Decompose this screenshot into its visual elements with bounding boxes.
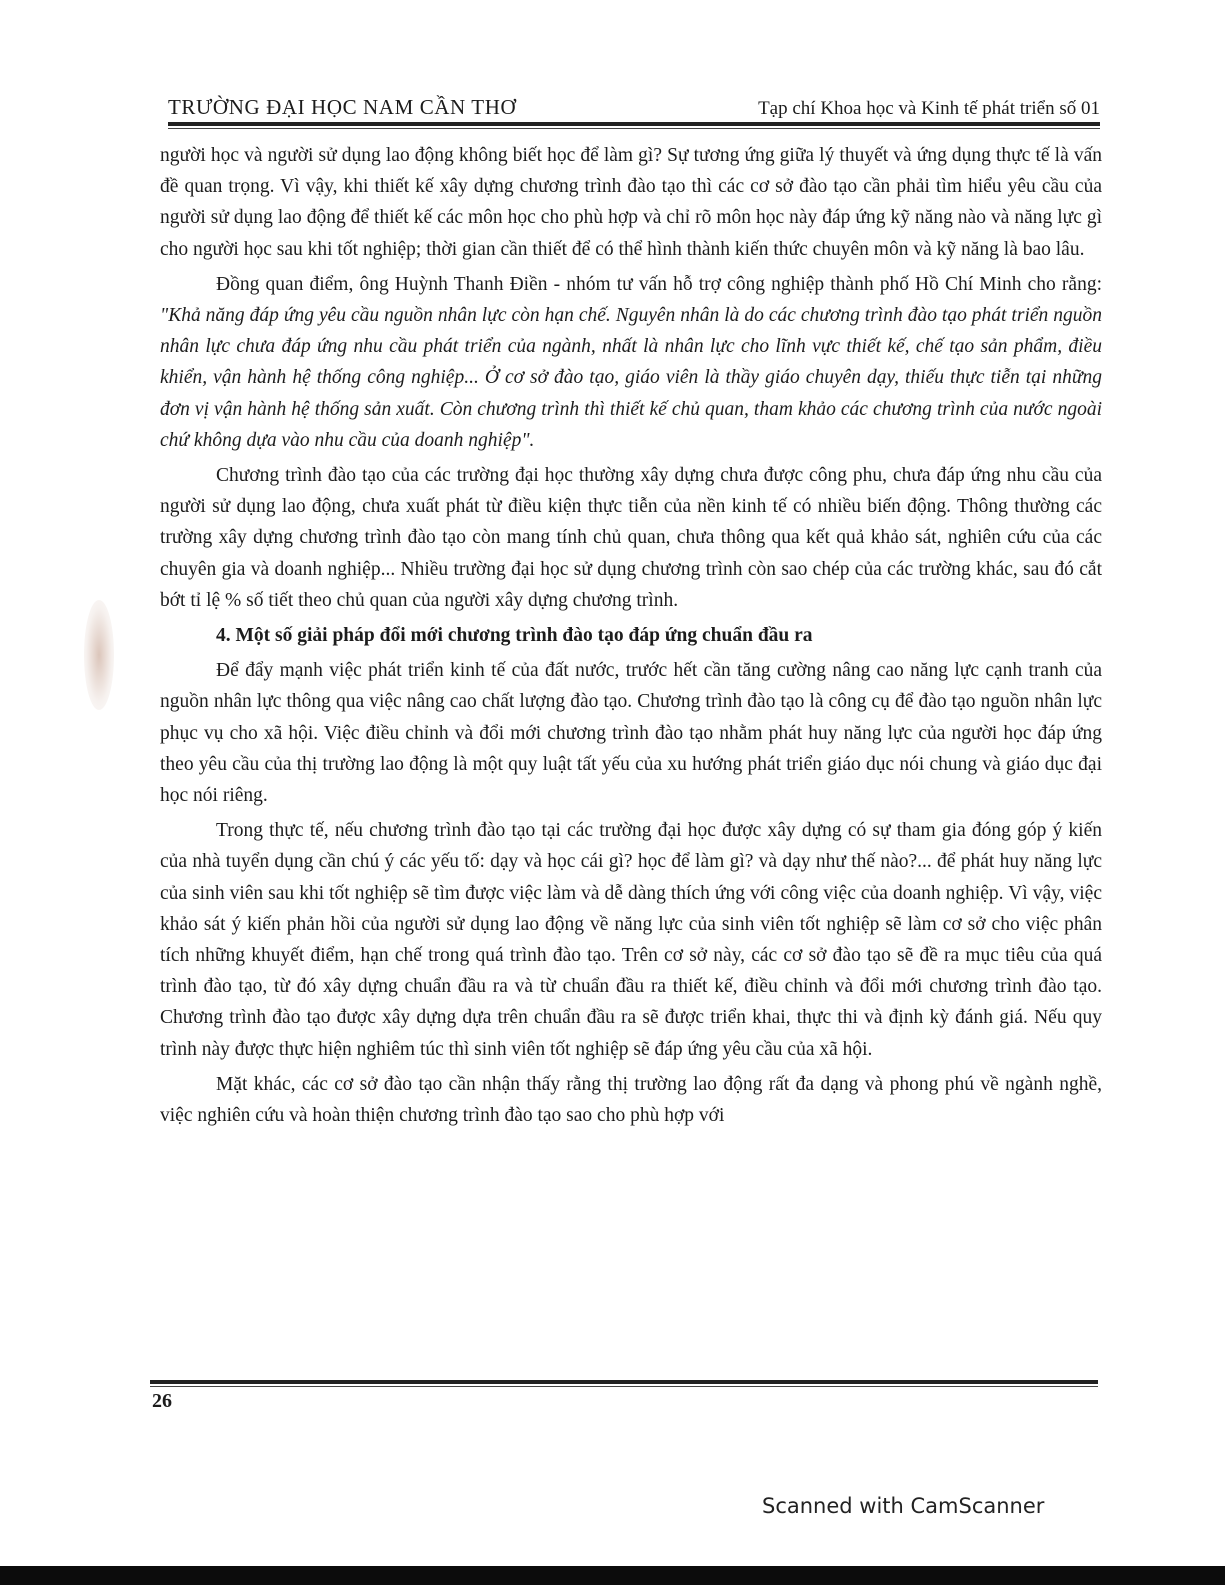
running-header bbox=[168, 88, 1100, 120]
paragraph-4: Để đẩy mạnh việc phát triển kinh tế của đất nước, trước hết cần tăng cường nâng cao năng lực cạnh tranh của nguồn nhân lực thông qua việc nâng cao chất lượng đào tạo. Chương trình đào tạo là công cụ để đào tạo nguồn nhân lực phục vụ cho xã hội. Việc điều chỉnh và đổi mới chương trình đào tạo nhằm phát huy năng lực của người học đáp ứng theo yêu cầu của thị trường lao động là một quy luật tất yếu của xu hướng phát triển giáo dục nói chung và giáo dục đại học nói riêng. bbox=[160, 660, 1102, 807]
header-university: TRƯỜNG ĐẠI HỌC NAM CẦN THƠ bbox=[168, 95, 517, 119]
paragraph-1: người học và người sử dụng lao động không biết học để làm gì? Sự tương ứng giữa lý thuyết và ứng dụng thực tế là vấn đề quan trọng. Vì vậy, khi thiết kế xây dựng chương trình đào tạo thì các cơ sở đào tạo cần phải tìm hiểu yêu cầu của người sử dụng lao động để thiết kế các môn học cho phù hợp và chỉ rõ môn học này đáp ứng kỹ năng nào và năng lực gì cho người học sau khi tốt nghiệp; thời gian cần thiết để có thể hình thành kiến thức chuyên môn và kỹ năng là bao lâu. bbox=[160, 145, 1102, 260]
paragraph-3: Chương trình đào tạo của các trường đại học thường xây dựng chưa được công phu, chưa đáp ứng nhu cầu của người sử dụng lao động, chưa xuất phát từ điều kiện thực tiễn của nền kinh tế có nhiều biến động. Thông thường các trường xây dựng chương trình đào tạo còn mang tính chủ quan, chưa thông qua kết quả khảo sát, nghiên cứu của các chuyên gia và doanh nghiệp... Nhiều trường đại học sử dụng chương trình còn sao chép của các trường khác, sau đó cắt bớt tỉ lệ % số tiết theo chủ quan của người xây dựng chương trình. bbox=[160, 465, 1102, 611]
scan-bottom-edge bbox=[0, 1566, 1225, 1585]
paragraph-5: Trong thực tế, nếu chương trình đào tạo tại các trường đại học được xây dựng có sự tham gia đóng góp ý kiến của nhà tuyển dụng cần chú ý các yếu tố: dạy và học cái gì? học để làm gì? và dạy như thế nào?... để phát huy năng lực của sinh viên sau khi tốt nghiệp sẽ tìm được việc làm và dễ dàng thích ứng với công việc của doanh nghiệp. Vì vậy, việc khảo sát ý kiến phản hồi của người sử dụng lao động về năng lực của sinh viên tốt nghiệp sẽ làm cơ sở cho việc phân tích những khuyết điểm, hạn chế trong quá trình đào tạo. Trên cơ sở này, các cơ sở đào tạo sẽ đề ra mục tiêu của quá trình đào tạo, từ đó xây dựng chuẩn đầu ra và từ chuẩn đầu ra thiết kế, điều chỉnh và đổi mới chương trình đào tạo. Chương trình đào tạo được xây dựng dựa trên chuẩn đầu ra sẽ được triển khai, thực thi và định kỳ đánh giá. Nếu quy trình này được thực hiện nghiêm túc thì sinh viên tốt nghiệp sẽ đáp ứng yêu cầu của xã hội. bbox=[160, 820, 1102, 1060]
finger-shadow bbox=[84, 600, 114, 710]
footer-rule-thin bbox=[150, 1386, 1098, 1387]
page-number: 26 bbox=[152, 1390, 172, 1412]
scanner-watermark: Scanned with CamScanner bbox=[762, 1494, 1045, 1518]
header-rule-thin bbox=[168, 128, 1100, 129]
section-heading: 4. Một số giải pháp đổi mới chương trình đào tạo đáp ứng chuẩn đầu ra bbox=[216, 625, 813, 647]
paragraph-2-lead: Đồng quan điểm, ông Huỳnh Thanh Điền - nhóm tư vấn hỗ trợ công nghiệp thành phố Hồ Chí Minh cho rằng: bbox=[216, 273, 1102, 295]
paragraph-2-quote: "Khả năng đáp ứng yêu cầu nguồn nhân lực còn hạn chế. Nguyên nhân là do các chương trình đào tạo phát triển nguồn nhân lực chưa đáp ứng nhu cầu phát triển của ngành, nhất là nhân lực cho lĩnh vực thiết kế, chế tạo sản phẩm, điều khiển, vận hành hệ thống công nghiệp... Ở cơ sở đào tạo, giáo viên là thầy giáo chuyên dạy, thiếu thực tiễn tại những đơn vị vận hành hệ thống sản xuất. Còn chương trình thì thiết kế chủ quan, tham khảo các chương trình của nước ngoài chứ không dựa vào nhu cầu của doanh nghiệp". bbox=[160, 305, 1102, 451]
paragraph-6: Mặt khác, các cơ sở đào tạo cần nhận thấy rằng thị trường lao động rất đa dạng và phong phú về ngành nghề, việc nghiên cứu và hoàn thiện chương trình đào tạo sao cho phù hợp với bbox=[160, 1073, 1102, 1127]
article-body bbox=[160, 140, 1102, 1135]
header-rule bbox=[168, 122, 1100, 126]
paragraph-2 bbox=[160, 269, 1102, 456]
footer-rule bbox=[150, 1380, 1098, 1384]
header-journal: Tạp chí Khoa học và Kinh tế phát triển số 01 bbox=[758, 98, 1100, 119]
